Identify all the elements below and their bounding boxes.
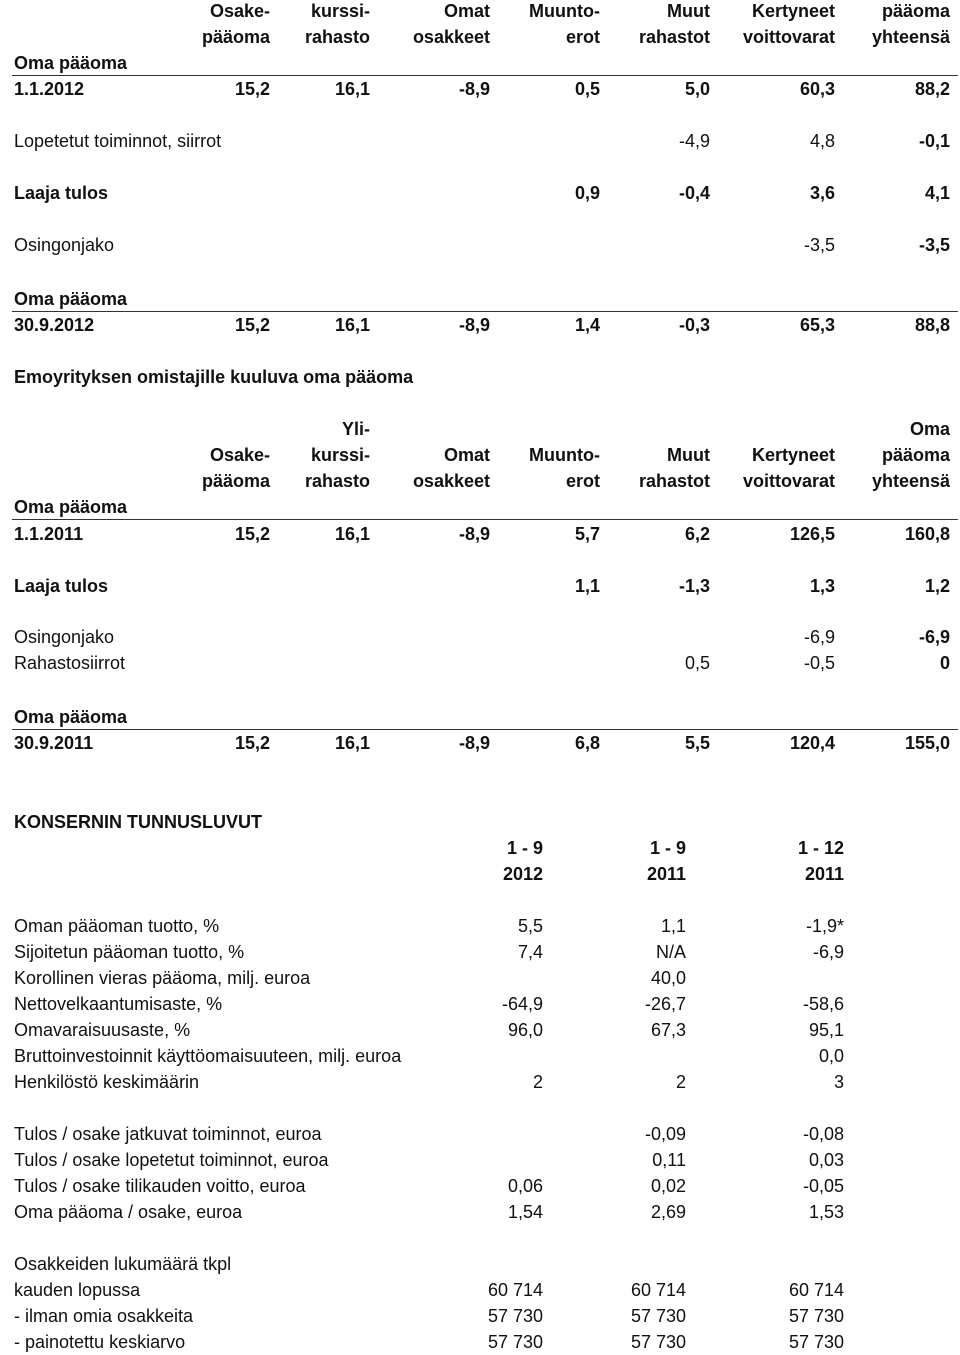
table2-row-label-5: 30.9.2011 (14, 733, 94, 753)
table2-col-header-7-line-2: pääoma (881, 445, 950, 465)
key-figure-value-r1-c3: -1,9* (805, 916, 844, 936)
key-figure-value-r7-c3: 3 (833, 1072, 844, 1092)
table1-cell-r3-c4: 0,9 (574, 183, 600, 203)
key-figure-value-r10-c2: 0,02 (650, 1176, 686, 1196)
table2-col-header-7-line-3: yhteensä (871, 471, 950, 491)
key-figure-label-10: Tulos / osake tilikauden voitto, euroa (14, 1176, 306, 1196)
table1-cell-r1-c7: 88,2 (914, 79, 950, 99)
table2-col-header-2-line-1: Yli- (341, 419, 370, 439)
table2-col-header-6-line-1: Kertyneet (751, 445, 835, 465)
table1-cell-r1-c5: 5,0 (684, 79, 710, 99)
table2-cell-r5-c5: 5,5 (684, 733, 710, 753)
table2-cell-r2-c4: 1,1 (574, 576, 600, 596)
table2-col-header-4-line-2: erot (565, 471, 600, 491)
key-figure-value-r7-c2: 2 (675, 1072, 686, 1092)
key-figure-label-12: Osakkeiden lukumäärä tkpl (14, 1254, 232, 1274)
table2-cell-r1-c6: 126,5 (789, 524, 835, 544)
table1-col-header-4-line-2: erot (565, 27, 600, 47)
table1-col-header-6-line-2: voittovarat (742, 27, 835, 47)
key-figure-label-1: Oman pääoman tuotto, % (14, 916, 220, 936)
table2-cell-r4-c7: 0 (939, 653, 950, 673)
table1-row-label-5: 30.9.2012 (14, 315, 95, 335)
table2-oma-paaoma-label: Oma pääoma (14, 497, 128, 517)
table2-row-label-3: Osingonjako (14, 627, 115, 647)
table1-row-label-top-5: Oma pääoma (14, 289, 128, 309)
key-figure-value-r13-c3: 60 714 (788, 1280, 844, 1300)
key-figures-col-year-3: 2011 (804, 864, 844, 884)
key-figure-value-r10-c1: 0,06 (507, 1176, 543, 1196)
table1-cell-r5-c5: -0,3 (678, 315, 710, 335)
key-figures-col-period-3: 1 - 12 (797, 838, 844, 858)
table2-row-label-2: Laaja tulos (14, 576, 109, 596)
key-figure-value-r2-c1: 7,4 (517, 942, 543, 962)
key-figures-col-period-1: 1 - 9 (506, 838, 543, 858)
key-figure-value-r11-c1: 1,54 (507, 1202, 543, 1222)
table2-row-label-top-5: Oma pääoma (14, 707, 128, 727)
table2-cell-r3-c7: -6,9 (918, 627, 950, 647)
table1-cell-r3-c5: -0,4 (678, 183, 710, 203)
table2-cell-r2-c5: -1,3 (678, 576, 710, 596)
key-figure-value-r10-c3: -0,05 (802, 1176, 844, 1196)
key-figure-label-6: Bruttoinvestoinnit käyttöomaisuuteen, milj. euroa (14, 1046, 402, 1066)
table2-col-header-7-line-1: Oma (909, 419, 950, 439)
table1-cell-r1-c6: 60,3 (799, 79, 835, 99)
key-figures-col-year-2: 2011 (646, 864, 686, 884)
table2-col-header-2-line-2: kurssi- (310, 445, 370, 465)
key-figure-value-r8-c3: -0,08 (802, 1124, 844, 1144)
key-figure-value-r4-c2: -26,7 (644, 994, 686, 1014)
table2-col-header-3-line-2: osakkeet (412, 471, 490, 491)
key-figure-label-15: - painotettu keskiarvo (14, 1332, 186, 1352)
table1-row-label-3: Laaja tulos (14, 183, 109, 203)
table1-cell-r3-c7: 4,1 (924, 183, 950, 203)
table2-cell-r4-c6: -0,5 (803, 653, 835, 673)
key-figure-value-r5-c3: 95,1 (808, 1020, 844, 1040)
key-figure-value-r14-c1: 57 730 (487, 1306, 543, 1326)
table2-total-divider (12, 729, 958, 730)
table2-cell-r5-c2: 16,1 (334, 733, 370, 753)
table1-col-header-2-line-2: rahasto (304, 27, 370, 47)
table2-cell-r5-c6: 120,4 (789, 733, 835, 753)
key-figure-value-r1-c2: 1,1 (660, 916, 686, 936)
key-figure-value-r15-c2: 57 730 (630, 1332, 686, 1352)
key-figure-label-9: Tulos / osake lopetetut toiminnot, euroa (14, 1150, 329, 1170)
key-figure-value-r4-c1: -64,9 (501, 994, 543, 1014)
table2-cell-r1-c1: 15,2 (234, 524, 270, 544)
key-figure-label-3: Korollinen vieras pääoma, milj. euroa (14, 968, 311, 988)
key-figure-value-r11-c2: 2,69 (650, 1202, 686, 1222)
table1-cell-r4-c7: -3,5 (918, 235, 950, 255)
table2-cell-r1-c2: 16,1 (334, 524, 370, 544)
key-figures-col-period-2: 1 - 9 (649, 838, 686, 858)
table1-col-header-3-line-2: osakkeet (412, 27, 490, 47)
table1-col-header-6-line-1: Kertyneet (751, 1, 835, 21)
key-figure-value-r13-c1: 60 714 (487, 1280, 543, 1300)
key-figure-label-2: Sijoitetun pääoman tuotto, % (14, 942, 245, 962)
table1-cell-r2-c6: 4,8 (809, 131, 835, 151)
key-figure-value-r5-c2: 67,3 (650, 1020, 686, 1040)
table2-cell-r4-c5: 0,5 (684, 653, 710, 673)
table1-oma-paaoma-label: Oma pääoma (14, 53, 128, 73)
table1-col-header-7-line-1: pääoma (881, 1, 950, 21)
key-figure-value-r3-c2: 40,0 (650, 968, 686, 988)
table2-cell-r1-c7: 160,8 (904, 524, 950, 544)
table1-cell-r2-c7: -0,1 (918, 131, 950, 151)
key-figure-value-r14-c2: 57 730 (630, 1306, 686, 1326)
table1-row-label-1: 1.1.2012 (14, 79, 85, 99)
table1-col-header-5-line-2: rahastot (638, 27, 710, 47)
key-figure-value-r15-c3: 57 730 (788, 1332, 844, 1352)
key-figure-value-r1-c1: 5,5 (517, 916, 543, 936)
table2-cell-r2-c6: 1,3 (809, 576, 835, 596)
key-figure-value-r13-c2: 60 714 (630, 1280, 686, 1300)
table2-cell-r5-c7: 155,0 (904, 733, 950, 753)
table2-col-header-3-line-1: Omat (443, 445, 490, 465)
key-figure-value-r11-c3: 1,53 (808, 1202, 844, 1222)
table1-row-label-4: Osingonjako (14, 235, 115, 255)
key-figure-label-8: Tulos / osake jatkuvat toiminnot, euroa (14, 1124, 322, 1144)
table1-cell-r3-c6: 3,6 (809, 183, 835, 203)
table1-cell-r1-c1: 15,2 (234, 79, 270, 99)
table2-cell-r1-c4: 5,7 (574, 524, 600, 544)
table1-col-header-1-line-1: Osake- (209, 1, 270, 21)
table2-col-header-5-line-2: rahastot (638, 471, 710, 491)
table2-row-label-1: 1.1.2011 (14, 524, 84, 544)
table1-row-label-2: Lopetetut toiminnot, siirrot (14, 131, 222, 151)
section-title-parent-equity: Emoyrityksen omistajille kuuluva oma pääoma (14, 367, 414, 387)
key-figure-label-4: Nettovelkaantumisaste, % (14, 994, 223, 1014)
key-figure-value-r5-c1: 96,0 (507, 1020, 543, 1040)
table1-total-divider (12, 311, 958, 312)
table2-cell-r1-c3: -8,9 (458, 524, 490, 544)
key-figure-value-r2-c3: -6,9 (812, 942, 844, 962)
key-figure-value-r7-c1: 2 (532, 1072, 543, 1092)
key-figure-label-5: Omavaraisuusaste, % (14, 1020, 191, 1040)
key-figure-label-13: kauden lopussa (14, 1280, 141, 1300)
table1-cell-r1-c2: 16,1 (334, 79, 370, 99)
table1-cell-r5-c6: 65,3 (799, 315, 835, 335)
key-figure-value-r9-c2: 0,11 (652, 1150, 686, 1170)
table2-cell-r1-c5: 6,2 (684, 524, 710, 544)
table1-col-header-5-line-1: Muut (667, 1, 710, 21)
table2-col-header-1-line-2: pääoma (201, 471, 270, 491)
table1-cell-r5-c4: 1,4 (574, 315, 600, 335)
table1-cell-r5-c3: -8,9 (458, 315, 490, 335)
table2-cell-r2-c7: 1,2 (924, 576, 950, 596)
table1-col-header-7-line-2: yhteensä (871, 27, 950, 47)
key-figure-value-r15-c1: 57 730 (487, 1332, 543, 1352)
table1-cell-r5-c2: 16,1 (334, 315, 370, 335)
table2-col-header-2-line-3: rahasto (304, 471, 370, 491)
table1-cell-r5-c1: 15,2 (234, 315, 270, 335)
key-figure-label-7: Henkilöstö keskimäärin (14, 1072, 200, 1092)
key-figure-label-14: - ilman omia osakkeita (14, 1306, 194, 1326)
table1-cell-r1-c4: 0,5 (574, 79, 600, 99)
table2-cell-r5-c3: -8,9 (458, 733, 490, 753)
table1-col-header-4-line-1: Muunto- (529, 1, 600, 21)
table2-col-header-4-line-1: Muunto- (529, 445, 600, 465)
key-figure-value-r4-c3: -58,6 (802, 994, 844, 1014)
key-figure-value-r8-c2: -0,09 (644, 1124, 686, 1144)
table2-header-divider (12, 519, 958, 520)
table1-cell-r1-c3: -8,9 (458, 79, 490, 99)
key-figure-value-r9-c3: 0,03 (808, 1150, 844, 1170)
table1-cell-r2-c5: -4,9 (678, 131, 710, 151)
table1-cell-r5-c7: 88,8 (914, 315, 950, 335)
table2-col-header-1-line-1: Osake- (209, 445, 270, 465)
table2-cell-r5-c1: 15,2 (234, 733, 270, 753)
table2-col-header-6-line-2: voittovarat (742, 471, 835, 491)
table1-header-divider (12, 75, 958, 76)
key-figures-col-year-1: 2012 (502, 864, 543, 884)
table2-cell-r3-c6: -6,9 (803, 627, 835, 647)
table1-cell-r4-c6: -3,5 (803, 235, 835, 255)
table2-cell-r5-c4: 6,8 (574, 733, 600, 753)
key-figure-value-r6-c3: 0,0 (818, 1046, 844, 1066)
table1-col-header-3-line-1: Omat (443, 1, 490, 21)
key-figure-label-11: Oma pääoma / osake, euroa (14, 1202, 243, 1222)
table2-col-header-5-line-1: Muut (667, 445, 710, 465)
table1-col-header-2-line-1: kurssi- (310, 1, 370, 21)
table1-col-header-1-line-2: pääoma (201, 27, 270, 47)
key-figure-value-r14-c3: 57 730 (788, 1306, 844, 1326)
key-figure-value-r2-c2: N/A (655, 942, 686, 962)
key-figures-title: KONSERNIN TUNNUSLUVUT (14, 812, 263, 832)
table2-row-label-4: Rahastosiirrot (14, 653, 126, 673)
